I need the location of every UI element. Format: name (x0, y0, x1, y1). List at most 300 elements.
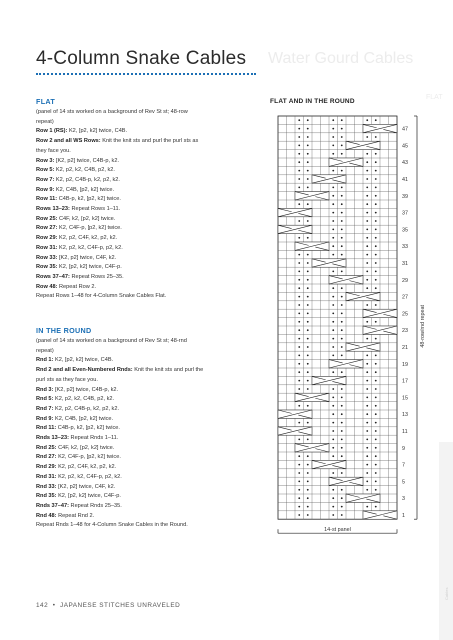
purl-dot (341, 497, 343, 499)
purl-dot (341, 329, 343, 331)
round-row-label: Rnd 11: (36, 425, 57, 432)
purl-dot (298, 170, 300, 172)
purl-dot (341, 170, 343, 172)
flat-row-label: Row 7: (36, 176, 55, 183)
flat-line: Row 33: [K2, p2] twice, C4F, k2. (36, 254, 117, 261)
purl-dot (366, 481, 368, 483)
purl-dot (375, 153, 377, 155)
row-number-label: 19 (402, 361, 408, 368)
purl-dot (341, 338, 343, 340)
purl-dot (366, 472, 368, 474)
purl-dot (307, 279, 309, 281)
purl-dot (307, 136, 309, 138)
purl-dot (332, 371, 334, 373)
purl-dot (298, 464, 300, 466)
purl-dot (366, 363, 368, 365)
row-number-label: 27 (402, 294, 408, 301)
purl-dot (307, 329, 309, 331)
purl-dot (298, 380, 300, 382)
round-row-label: Rnd 29: (36, 464, 57, 471)
flat-row-label: Row 25: (36, 215, 58, 222)
purl-dot (375, 212, 377, 214)
row-number-label: 35 (402, 227, 408, 234)
flat-row-label: Row 31: (36, 244, 58, 251)
purl-dot (366, 489, 368, 491)
purl-dot (375, 187, 377, 189)
row-number-label: 41 (402, 177, 408, 183)
page-title: 4-Column Snake Cables (36, 48, 247, 69)
purl-dot (332, 514, 334, 516)
purl-dot (341, 506, 343, 508)
purl-dot (298, 363, 300, 365)
round-line: Rnd 3: [K2, p2] twice, C4B-p, k2. (36, 386, 119, 393)
purl-dot (307, 271, 309, 273)
purl-dot (298, 388, 300, 390)
purl-dot (366, 254, 368, 256)
purl-dot (298, 497, 300, 499)
purl-dot (375, 237, 377, 239)
purl-dot (375, 119, 377, 121)
purl-dot (366, 455, 368, 457)
purl-dot (375, 178, 377, 180)
purl-dot (366, 287, 368, 289)
round-row-label: Rnd 7: (36, 405, 54, 412)
purl-dot (366, 430, 368, 432)
round-line: Rnds 37–47: Repeat Rnds 25–35. (36, 502, 122, 509)
purl-dot (298, 472, 300, 474)
repeat-label: 48-row/rnd repeat (420, 305, 426, 348)
purl-dot (307, 254, 309, 256)
row-number-label: 9 (402, 445, 405, 452)
row-number-label: 31 (402, 261, 408, 267)
purl-dot (341, 296, 343, 298)
purl-dot (298, 296, 300, 298)
purl-dot (375, 489, 377, 491)
purl-dot (332, 388, 334, 390)
purl-dot (332, 220, 334, 222)
purl-dot (375, 195, 377, 197)
round-line: Rnd 29: K2, p2, C4F, k2, p2, k2. (36, 464, 117, 471)
purl-dot (366, 439, 368, 441)
purl-dot (332, 254, 334, 256)
purl-dot (307, 514, 309, 516)
purl-dot (298, 128, 300, 130)
purl-dot (307, 145, 309, 147)
purl-dot (366, 170, 368, 172)
round-row-label: Rnd 9: (36, 415, 54, 422)
purl-dot (366, 397, 368, 399)
purl-dot (332, 313, 334, 315)
flat-row-label: Rows 13–23: (36, 206, 70, 213)
flat-line: Row 7: K2, p2, C4B-p, k2, p2, k2. (36, 176, 120, 183)
purl-dot (332, 245, 334, 247)
purl-dot (366, 229, 368, 231)
purl-dot (375, 405, 377, 407)
purl-dot (375, 136, 377, 138)
flat-line: repeat) (36, 118, 54, 125)
purl-dot (375, 161, 377, 163)
purl-dot (341, 489, 343, 491)
purl-dot (366, 405, 368, 407)
stitch-chart (268, 112, 428, 567)
round-line: (panel of 14 sts worked on a background of Rev St st; 48-rnd (36, 338, 187, 344)
purl-dot (375, 254, 377, 256)
flat-line: Repeat Rows 1–48 for 4-Column Snake Cables Flat. (36, 293, 167, 300)
purl-dot (298, 187, 300, 189)
purl-dot (332, 422, 334, 424)
flat-row-label: Row 5: (36, 167, 55, 174)
purl-dot (375, 472, 377, 474)
round-row-label: Rnd 35: (36, 493, 57, 500)
purl-dot (298, 422, 300, 424)
purl-dot (341, 346, 343, 348)
purl-dot (332, 489, 334, 491)
purl-dot (332, 128, 334, 130)
purl-dot (307, 481, 309, 483)
side-tab-label: Cables (444, 587, 449, 600)
purl-dot (307, 161, 309, 163)
purl-dot (307, 178, 309, 180)
round-line: Rnd 11: C4B-p, k2, [p2, k2] twice. (36, 425, 120, 432)
purl-dot (341, 237, 343, 239)
purl-dot (341, 413, 343, 415)
purl-dot (332, 321, 334, 323)
purl-dot (341, 388, 343, 390)
purl-dot (375, 279, 377, 281)
footer-bullet: • (52, 602, 56, 609)
purl-dot (307, 304, 309, 306)
purl-dot (307, 363, 309, 365)
round-line: Rnd 31: K2, p2, k2, C4F-p, p2, k2. (36, 473, 122, 480)
purl-dot (375, 422, 377, 424)
round-row-label: Rnd 33: (36, 483, 57, 490)
purl-dot (332, 355, 334, 357)
round-row-label: Rnd 25: (36, 444, 57, 451)
flat-line: Row 48: Repeat Row 2. (36, 283, 97, 290)
row-number-label: 47 (402, 126, 408, 133)
purl-dot (375, 363, 377, 365)
flat-line: Rows 13–23: Repeat Rows 1–11. (36, 206, 121, 213)
flat-line: Row 29: K2, p2, C4F, k2, p2, k2. (36, 235, 118, 242)
flat-row-label: Rows 37–47: (36, 273, 70, 280)
purl-dot (341, 422, 343, 424)
purl-dot (341, 153, 343, 155)
purl-dot (298, 287, 300, 289)
purl-dot (307, 203, 309, 205)
purl-dot (341, 187, 343, 189)
row-number-label: 29 (402, 277, 408, 284)
purl-dot (307, 313, 309, 315)
round-line: Rnd 5: K2, p2, k2, C4B, p2, k2. (36, 396, 115, 403)
purl-dot (298, 271, 300, 273)
purl-dot (332, 439, 334, 441)
purl-dot (298, 355, 300, 357)
purl-dot (298, 153, 300, 155)
purl-dot (307, 388, 309, 390)
side-tab (439, 442, 453, 640)
purl-dot (366, 220, 368, 222)
round-line: Rnd 48: Repeat Rnd 2. (36, 512, 95, 519)
purl-dot (366, 304, 368, 306)
purl-dot (298, 220, 300, 222)
purl-dot (298, 338, 300, 340)
row-number-label: 33 (402, 244, 408, 251)
round-line: Rnd 9: K2, C4B, [p2, k2] twice. (36, 415, 114, 422)
purl-dot (332, 506, 334, 508)
purl-dot (307, 296, 309, 298)
purl-dot (341, 313, 343, 315)
purl-dot (298, 119, 300, 121)
purl-dot (332, 195, 334, 197)
purl-dot (375, 287, 377, 289)
purl-dot (298, 203, 300, 205)
purl-dot (341, 287, 343, 289)
round-row-label: Rnd 1: (36, 357, 54, 364)
flat-line: Row 35: K2, [p2, k2] twice, C4F-p. (36, 264, 122, 271)
purl-dot (341, 321, 343, 323)
purl-dot (341, 119, 343, 121)
purl-dot (341, 136, 343, 138)
purl-dot (366, 321, 368, 323)
purl-dot (375, 439, 377, 441)
purl-dot (298, 136, 300, 138)
flat-line: Row 5: K2, p2, k2, C4B, p2, k2. (36, 167, 115, 174)
round-row-label: Rnd 48: (36, 512, 57, 519)
row-number-label: 15 (402, 395, 408, 402)
flat-line: Rows 37–47: Repeat Rows 25–35. (36, 273, 124, 280)
round-line: Rnd 35: K2, [p2, k2] twice, C4F-p. (36, 493, 121, 500)
round-line: repeat) (36, 347, 54, 354)
purl-dot (375, 170, 377, 172)
purl-dot (366, 245, 368, 247)
purl-dot (298, 371, 300, 373)
purl-dot (375, 355, 377, 357)
purl-dot (307, 506, 309, 508)
purl-dot (375, 397, 377, 399)
purl-dot (307, 346, 309, 348)
purl-dot (341, 254, 343, 256)
purl-dot (332, 405, 334, 407)
purl-dot (298, 262, 300, 264)
purl-dot (332, 187, 334, 189)
purl-dot (332, 212, 334, 214)
purl-dot (375, 338, 377, 340)
purl-dot (307, 371, 309, 373)
purl-dot (366, 271, 368, 273)
round-line: Rnd 33: [K2, p2] twice, C4F, k2. (36, 483, 116, 490)
purl-dot (298, 161, 300, 163)
row-number-label: 7 (402, 462, 405, 469)
row-number-label: 37 (402, 210, 408, 217)
purl-dot (375, 380, 377, 382)
purl-dot (375, 464, 377, 466)
round-row-label: Rnd 5: (36, 396, 54, 403)
row-number-label: 45 (402, 143, 408, 150)
round-line: Rnds 13–23: Repeat Rnds 1–11. (36, 435, 119, 442)
purl-dot (366, 338, 368, 340)
purl-dot (332, 296, 334, 298)
purl-dot (366, 279, 368, 281)
purl-dot (307, 237, 309, 239)
purl-dot (366, 203, 368, 205)
row-number-label: 11 (402, 429, 408, 435)
purl-dot (332, 145, 334, 147)
round-line: Rnd 27: K2, C4F-p, [p2, k2] twice. (36, 454, 121, 461)
purl-dot (366, 388, 368, 390)
purl-dot (307, 489, 309, 491)
flat-line: Row 27: K2, C4F-p, [p2, k2] twice. (36, 225, 122, 232)
purl-dot (375, 481, 377, 483)
purl-dot (366, 262, 368, 264)
purl-dot (366, 371, 368, 373)
purl-dot (341, 271, 343, 273)
page-number: 142 (36, 602, 49, 609)
round-row-label: Rnds 37–47: (36, 502, 69, 509)
purl-dot (332, 472, 334, 474)
purl-dot (366, 355, 368, 357)
purl-dot (298, 506, 300, 508)
round-line: purl sts as they face you. (36, 376, 98, 383)
purl-dot (332, 119, 334, 121)
purl-dot (375, 321, 377, 323)
purl-dot (366, 380, 368, 382)
purl-dot (332, 346, 334, 348)
round-heading: IN THE ROUND (36, 326, 92, 335)
purl-dot (341, 203, 343, 205)
purl-dot (375, 506, 377, 508)
purl-dot (341, 304, 343, 306)
round-line: Rnd 7: K2, p2, C4B-p, k2, p2, k2. (36, 405, 120, 412)
flat-row-label: Row 35: (36, 264, 58, 271)
purl-dot (307, 128, 309, 130)
row-number-label: 39 (402, 193, 408, 200)
purl-dot (332, 136, 334, 138)
purl-dot (375, 262, 377, 264)
flat-row-label: Row 29: (36, 235, 58, 242)
row-number-label: 5 (402, 479, 405, 486)
purl-dot (298, 145, 300, 147)
purl-dot (307, 287, 309, 289)
purl-dot (332, 203, 334, 205)
purl-dot (307, 262, 309, 264)
purl-dot (332, 170, 334, 172)
purl-dot (307, 455, 309, 457)
facing-page-title: Water Gourd Cables (268, 50, 414, 67)
purl-dot (298, 304, 300, 306)
purl-dot (332, 229, 334, 231)
purl-dot (298, 489, 300, 491)
purl-dot (375, 229, 377, 231)
purl-dot (366, 237, 368, 239)
purl-dot (307, 472, 309, 474)
purl-dot (341, 472, 343, 474)
flat-line: (panel of 14 sts worked on a background of Rev St st; 48-row (36, 109, 188, 115)
round-row-label: Rnds 13–23: (36, 435, 69, 442)
purl-dot (341, 371, 343, 373)
purl-dot (298, 329, 300, 331)
purl-dot (307, 422, 309, 424)
flat-row-label: Row 27: (36, 225, 58, 232)
purl-dot (332, 447, 334, 449)
purl-dot (375, 430, 377, 432)
row-number-label: 21 (402, 345, 408, 351)
purl-dot (366, 212, 368, 214)
row-number-label: 43 (402, 160, 408, 167)
row-number-label: 1 (402, 513, 405, 519)
purl-dot (298, 279, 300, 281)
flat-line: Row 31: K2, p2, k2, C4F-p, p2, k2. (36, 244, 123, 251)
purl-dot (341, 195, 343, 197)
flat-row-label: Row 11: (36, 196, 58, 203)
row-number-label: 13 (402, 412, 408, 419)
purl-dot (341, 229, 343, 231)
purl-dot (341, 212, 343, 214)
facing-page-heading: FLAT (426, 94, 443, 101)
purl-dot (307, 405, 309, 407)
purl-dot (341, 397, 343, 399)
purl-dot (341, 405, 343, 407)
purl-dot (375, 245, 377, 247)
purl-dot (375, 304, 377, 306)
round-row-label: Rnd 31: (36, 473, 57, 480)
round-line: Repeat Rnds 1–48 for 4-Column Snake Cables in the Round. (36, 522, 188, 529)
row-number-label: 23 (402, 328, 408, 335)
purl-dot (298, 321, 300, 323)
purl-dot (341, 439, 343, 441)
purl-dot (366, 178, 368, 180)
purl-dot (332, 397, 334, 399)
purl-dot (375, 203, 377, 205)
purl-dot (375, 371, 377, 373)
purl-dot (298, 455, 300, 457)
purl-dot (332, 338, 334, 340)
purl-dot (298, 481, 300, 483)
purl-dot (366, 187, 368, 189)
purl-dot (341, 145, 343, 147)
row-number-label: 17 (402, 378, 408, 385)
purl-dot (366, 161, 368, 163)
purl-dot (307, 497, 309, 499)
purl-dot (298, 514, 300, 516)
purl-dot (375, 220, 377, 222)
round-row-label: Rnd 27: (36, 454, 57, 461)
purl-dot (298, 237, 300, 239)
round-row-label: Rnd 3: (36, 386, 54, 393)
round-line: Rnd 2 and all Even-Numbered Rnds: Knit the knit sts and purl the (36, 367, 204, 374)
purl-dot (332, 304, 334, 306)
purl-dot (307, 338, 309, 340)
purl-dot (341, 355, 343, 357)
purl-dot (341, 128, 343, 130)
flat-line: Row 3: [K2, p2] twice, C4B-p, k2. (36, 157, 120, 164)
purl-dot (298, 178, 300, 180)
purl-dot (366, 136, 368, 138)
purl-dot (375, 388, 377, 390)
flat-line: Row 9: K2, C4B, [p2, k2] twice. (36, 186, 115, 193)
purl-dot (375, 447, 377, 449)
chart-title: FLAT AND IN THE ROUND (270, 98, 355, 105)
purl-dot (332, 287, 334, 289)
flat-row-label: Row 48: (36, 283, 58, 290)
flat-row-label: Row 9: (36, 186, 55, 193)
purl-dot (332, 153, 334, 155)
purl-dot (366, 119, 368, 121)
purl-dot (307, 220, 309, 222)
purl-dot (298, 254, 300, 256)
row-number-label: 3 (402, 496, 405, 503)
flat-line: they face you. (36, 147, 71, 154)
purl-dot (341, 430, 343, 432)
